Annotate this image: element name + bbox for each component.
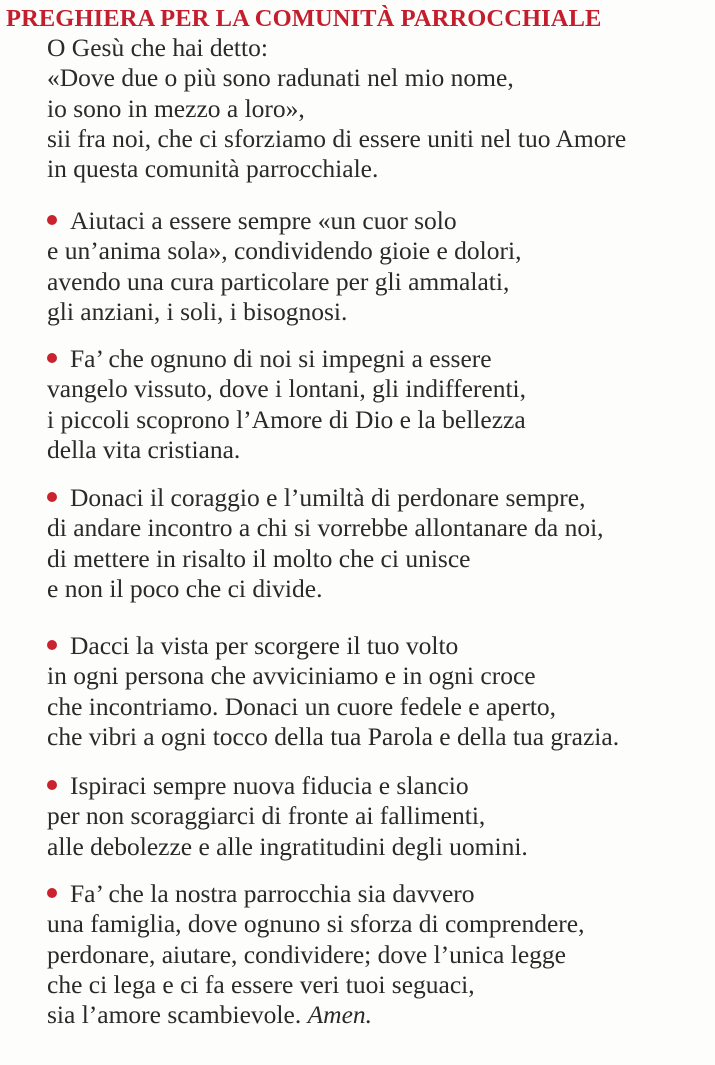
- prayer-stanza: [47, 206, 521, 327]
- stanza-line: che ci lega e ci fa essere veri tuoi seguaci,: [47, 969, 475, 999]
- stanza-line: i piccoli scoprono l’Amore di Dio e la bellezza: [47, 404, 526, 434]
- prayer-stanza: [47, 771, 528, 862]
- bullet-dot-icon: [47, 640, 57, 650]
- stanza-line: una famiglia, dove ognuno si sforza di comprendere,: [47, 909, 585, 939]
- stanza-first-line: [47, 344, 526, 374]
- stanza-line: alle debolezze e alle ingratitudini degli uomini.: [47, 831, 528, 861]
- stanza-line-text: Dacci la vista per scorgere il tuo volto: [70, 631, 459, 660]
- prayer-stanza: [47, 483, 604, 604]
- amen-closing: Amen.: [307, 1000, 373, 1030]
- stanza-line: che incontriamo. Donaci un cuore fedele e aperto,: [47, 691, 557, 721]
- bullet-dot-icon: [47, 215, 57, 225]
- prayer-stanza: [47, 344, 526, 465]
- intro-stanza: [47, 33, 626, 184]
- intro-line: in questa comunità parrocchiale.: [47, 154, 379, 184]
- bullet-dot-icon: [47, 888, 57, 898]
- stanza-line: di mettere in risalto il molto che ci unisce: [47, 543, 471, 573]
- stanza-line: in ogni persona che avviciniamo e in ogni croce: [47, 661, 536, 691]
- stanza-line: vangelo vissuto, dove i lontani, gli indifferenti,: [47, 374, 526, 404]
- bullet-dot-icon: [47, 492, 57, 502]
- prayer-stanza: [47, 879, 584, 1030]
- stanza-line: avendo una cura particolare per gli ammalati,: [47, 266, 510, 296]
- bullet-dot-icon: [47, 353, 57, 363]
- stanza-line-text: Ispiraci sempre nuova fiducia e slancio: [70, 771, 469, 800]
- stanza-first-line: [47, 483, 604, 513]
- stanza-line-text: Donaci il coraggio e l’umiltà di perdonare sempre,: [70, 483, 586, 512]
- stanza-line-text: Aiutaci a essere sempre «un cuor solo: [70, 206, 457, 235]
- stanza-line: per non scoraggiarci di fronte ai fallimenti,: [47, 801, 486, 831]
- stanza-line-text: sia l’amore scambievole.: [47, 1000, 302, 1030]
- stanza-first-line: [47, 771, 528, 801]
- stanza-line: della vita cristiana.: [47, 434, 241, 464]
- stanza-first-line: [47, 206, 521, 236]
- stanza-line-text: Fa’ che ognuno di noi si impegni a essere: [70, 344, 492, 373]
- prayer-stanza: [47, 631, 619, 752]
- stanza-line: e non il poco che ci divide.: [47, 573, 323, 603]
- stanza-line: gli anziani, i soli, i bisognosi.: [47, 296, 348, 326]
- stanza-line: e un’anima sola», condividendo gioie e dolori,: [47, 236, 522, 266]
- stanza-last-line: [47, 1000, 584, 1030]
- stanza-first-line: [47, 879, 584, 909]
- prayer-title: PREGHIERA PER LA COMUNITÀ PARROCCHIALE: [6, 5, 602, 32]
- intro-line: sii fra noi, che ci sforziamo di essere uniti nel tuo Amore: [47, 123, 627, 153]
- stanza-line: che vibri a ogni tocco della tua Parola e della tua grazia.: [47, 721, 620, 751]
- stanza-first-line: [47, 631, 619, 661]
- intro-line: io sono in mezzo a loro»,: [47, 93, 305, 123]
- intro-line: «Dove due o più sono radunati nel mio nome,: [47, 63, 514, 93]
- stanza-line: di andare incontro a chi si vorrebbe allontanare da noi,: [47, 513, 604, 543]
- bullet-dot-icon: [47, 780, 57, 790]
- stanza-line-text: Fa’ che la nostra parrocchia sia davvero: [70, 879, 475, 908]
- intro-line: O Gesù che hai detto:: [47, 33, 268, 62]
- stanza-line: perdonare, aiutare, condividere; dove l’unica legge: [47, 939, 566, 969]
